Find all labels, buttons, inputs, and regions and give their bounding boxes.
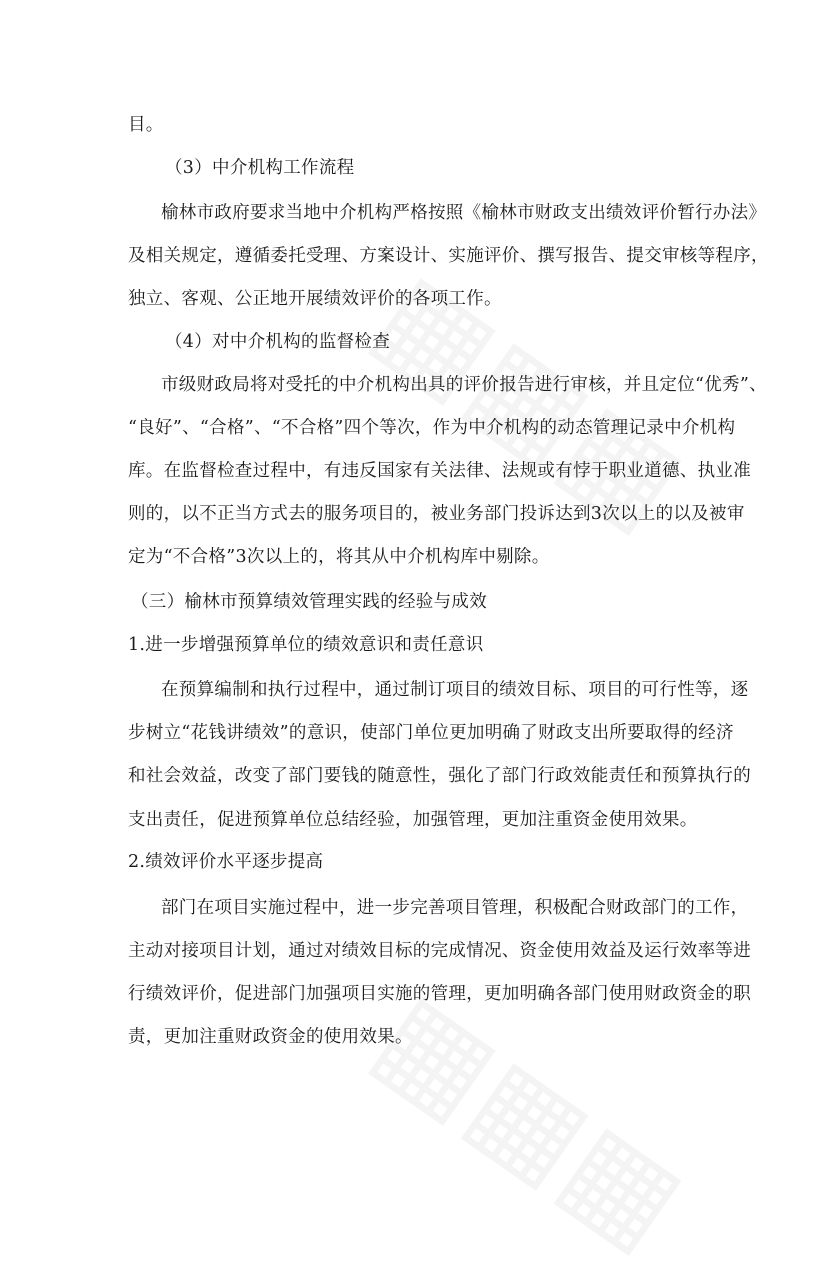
text-line: 库。在监督检查过程中，有违反国家有关法律、法规或有悖于职业道德、执业准: [128, 461, 751, 481]
text-line: 及相关规定，遵循委托受理、方案设计、实施评价、撰写报告、提交审核等程序，: [128, 246, 769, 266]
text-line: 榆林市政府要求当地中介机构严格按照《榆林市财政支出绩效评价暂行办法》: [161, 203, 767, 223]
text-line: 独立、客观、公正地开展绩效评价的各项工作。: [128, 289, 502, 309]
text-line: 和社会效益，改变了部门要钱的随意性，强化了部门行政效能责任和预算执行的: [128, 766, 751, 786]
text-line: 主动对接项目计划，通过对绩效目标的完成情况、资金使用效益及运行效率等进: [128, 941, 751, 961]
text-line: “良好”、“合格”、“不合格”四个等次，作为中介机构的动态管理记录中介机构: [128, 418, 736, 438]
text-line: 支出责任，促进预算单位总结经验，加强管理，更加注重资金使用效果。: [128, 810, 698, 830]
text-line: 目。: [128, 115, 164, 135]
text-line: 部门在项目实施过程中，进一步完善项目管理，积极配合财政部门的工作，: [161, 898, 749, 918]
text-line: 行绩效评价，促进部门加强项目实施的管理，更加明确各部门使用财政资金的职: [128, 984, 751, 1004]
text-line: 则的，以不正当方式去的服务项目的，被业务部门投诉达到3次以上的以及被审: [128, 504, 745, 524]
text-line: 责，更加注重财政资金的使用效果。: [128, 1027, 413, 1047]
text-line: 在预算编制和执行过程中，通过制订项目的绩效目标、项目的可行性等，逐: [161, 680, 749, 700]
section-heading-3: （3）中介机构工作流程: [165, 158, 355, 178]
subsection-heading-1: 1.进一步增强预算单位的绩效意识和责任意识: [128, 635, 484, 655]
section-heading-4: （4）对中介机构的监督检查: [165, 332, 391, 352]
text-line: 市级财政局将对受托的中介机构出具的评价报告进行审核，并且定位“优秀”、: [161, 375, 767, 395]
text-line: 定为“不合格”3次以上的，将其从中介机构库中剔除。: [128, 547, 550, 567]
text-line: 步树立“花钱讲绩效”的意识，使部门单位更加明确了财政支出所要取得的经济: [128, 723, 734, 743]
subsection-heading-2: 2.绩效评价水平逐步提高: [128, 852, 324, 872]
section-heading-three: （三）榆林市预算绩效管理实践的经验与成效: [131, 592, 487, 612]
